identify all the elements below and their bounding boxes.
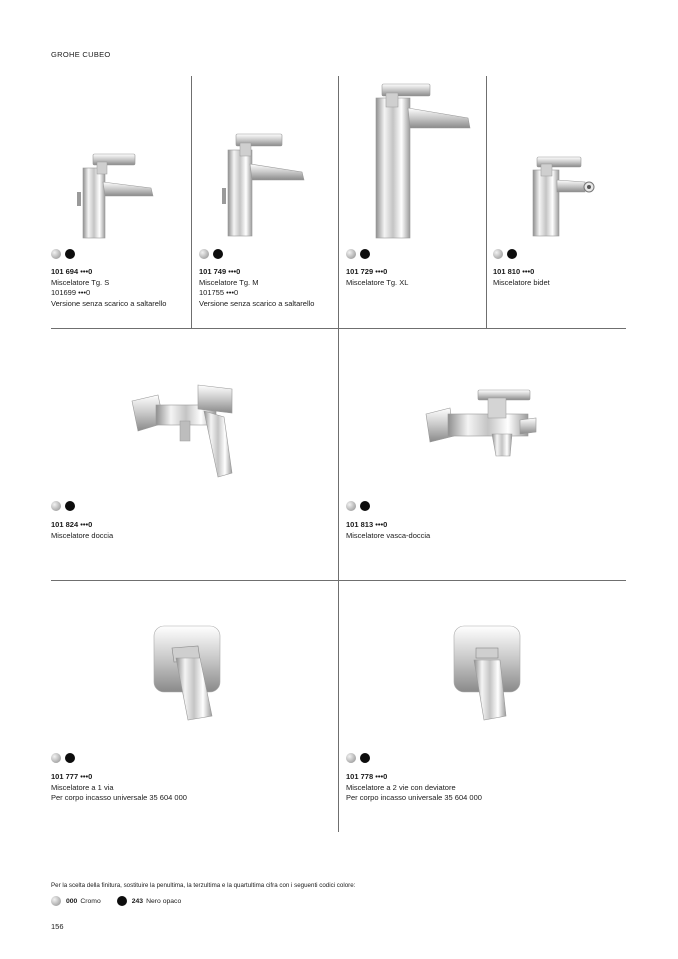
product-name: Miscelatore Tg. M	[199, 277, 259, 287]
black-finish-swatch	[360, 249, 370, 259]
product-code: 101 824 •••0	[51, 520, 93, 529]
product-code: 101 694 •••0	[51, 267, 93, 276]
row-divider	[51, 580, 626, 581]
concealed-mixer-2-way-image	[450, 624, 526, 722]
product-name: Miscelatore Tg. XL	[346, 277, 409, 287]
chrome-finish-swatch	[51, 249, 61, 259]
bidet-mixer-image	[527, 154, 607, 240]
product-code: 101 749 •••0	[199, 267, 241, 276]
catalog-section-title: GROHE CUBEO	[51, 50, 111, 59]
black-finish-swatch	[65, 501, 75, 511]
product-code: 101 813 •••0	[346, 520, 388, 529]
product-note: Per corpo incasso universale 35 604 000	[51, 793, 187, 802]
chrome-finish-swatch	[199, 249, 209, 259]
product-note: Versione senza scarico a saltarello	[199, 298, 315, 308]
legend-code: 243	[131, 897, 144, 905]
black-finish-swatch	[213, 249, 223, 259]
product-code: 101 810 •••0	[493, 267, 535, 276]
chrome-finish-swatch	[51, 501, 61, 511]
black-finish-swatch	[507, 249, 517, 259]
black-finish-swatch	[360, 501, 370, 511]
product-note: Versione senza scarico a saltarello	[51, 298, 167, 308]
column-divider	[191, 76, 192, 328]
product-variant: 101755 •••0	[199, 288, 239, 297]
product-name: Miscelatore Tg. S	[51, 277, 110, 287]
black-finish-swatch	[65, 249, 75, 259]
legend-item-chrome	[51, 896, 101, 906]
bath-shower-mixer-image	[422, 384, 542, 464]
product-name: Miscelatore a 2 vie con deviatore	[346, 782, 456, 792]
finish-instructions: Per la scelta della finitura, sostituire la penultima, la terzultima e la quartultima cifra con i seguenti codici colore:	[51, 882, 356, 889]
finish-legend	[51, 896, 197, 906]
product-code: 101 777 •••0	[51, 772, 93, 781]
legend-label: Cromo	[80, 897, 101, 905]
page-number: 156	[51, 922, 64, 931]
chrome-finish-swatch	[51, 896, 61, 906]
black-finish-swatch	[117, 896, 127, 906]
product-note: Per corpo incasso universale 35 604 000	[346, 793, 482, 802]
legend-item-black	[117, 896, 181, 906]
legend-label: Nero opaco	[146, 897, 182, 905]
basin-mixer-m-image	[214, 128, 310, 240]
product-name: Miscelatore bidet	[493, 277, 550, 287]
row-divider	[51, 328, 626, 329]
product-name: Miscelatore vasca-doccia	[346, 530, 431, 540]
product-variant: 101699 •••0	[51, 288, 91, 297]
column-divider	[338, 76, 339, 832]
chrome-finish-swatch	[346, 501, 356, 511]
concealed-mixer-1-way-image	[150, 624, 226, 722]
black-finish-swatch	[65, 753, 75, 763]
chrome-finish-swatch	[346, 753, 356, 763]
chrome-finish-swatch	[493, 249, 503, 259]
column-divider	[486, 76, 487, 328]
product-code: 101 778 •••0	[346, 772, 388, 781]
basin-mixer-xl-image	[370, 80, 480, 240]
product-name: Miscelatore doccia	[51, 530, 114, 540]
legend-code: 000	[66, 897, 78, 905]
black-finish-swatch	[360, 753, 370, 763]
product-name: Miscelatore a 1 via	[51, 782, 114, 792]
basin-mixer-s-image	[75, 148, 159, 243]
product-code: 101 729 •••0	[346, 267, 388, 276]
shower-mixer-image	[128, 381, 248, 483]
chrome-finish-swatch	[346, 249, 356, 259]
chrome-finish-swatch	[51, 753, 61, 763]
